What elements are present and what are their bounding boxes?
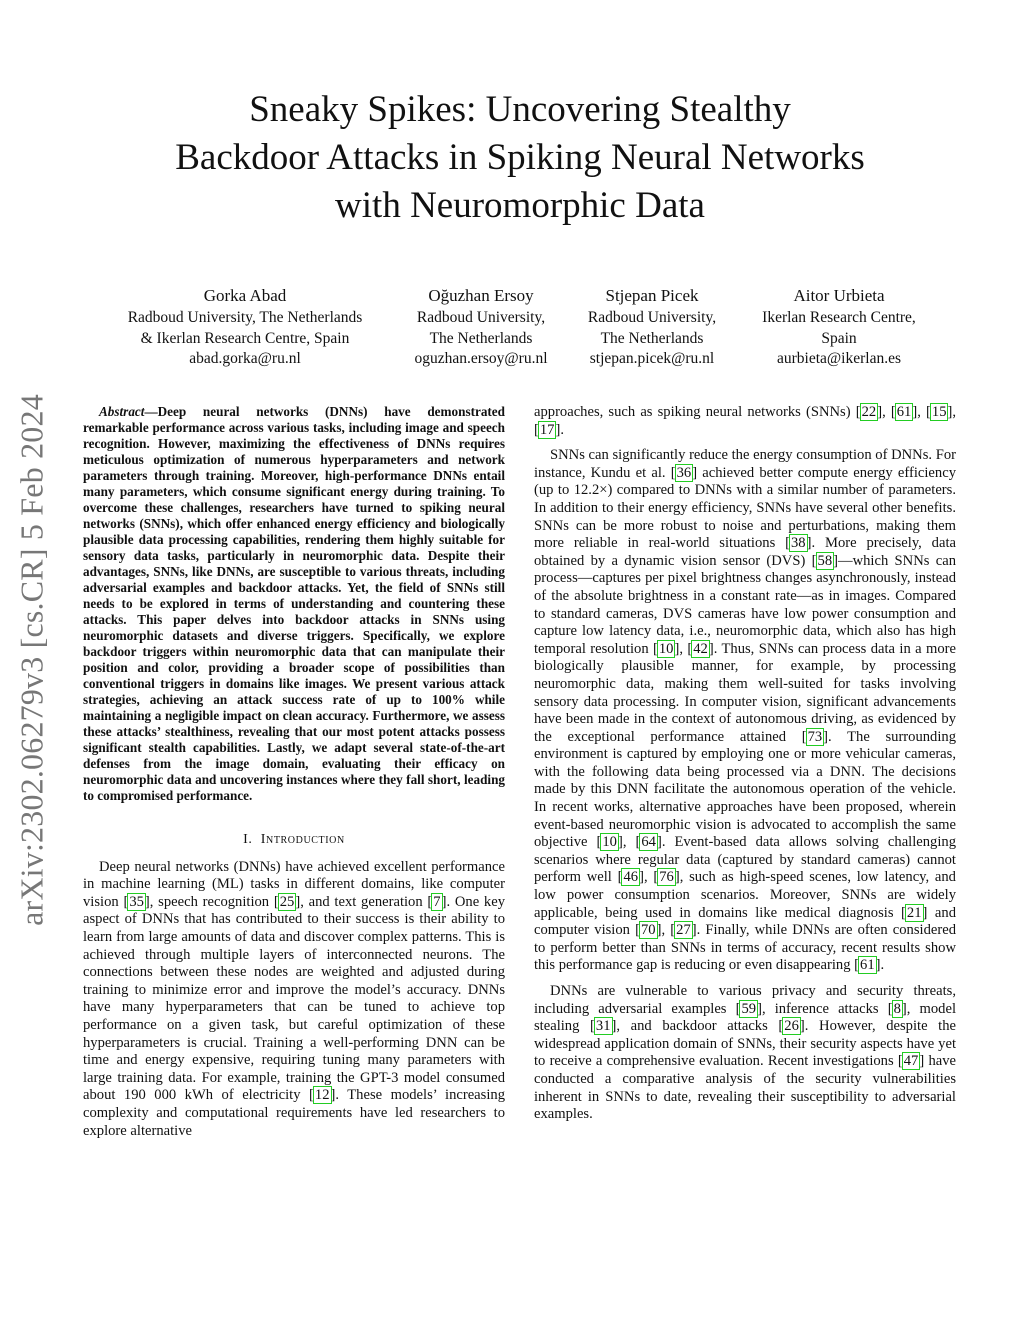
citation-link[interactable]: 46 [623, 869, 639, 886]
author-affiliation-line: Radboud University, [587, 309, 717, 326]
citation-link[interactable]: 70 [640, 922, 656, 939]
author-name: Aitor Urbieta [793, 286, 885, 305]
author-affiliation-line: & Ikerlan Research Centre, Spain [140, 329, 350, 347]
citation-link[interactable]: 73 [807, 728, 823, 745]
citation-link[interactable]: 7 [433, 893, 441, 910]
citation-link[interactable]: 64 [641, 834, 656, 851]
citation-link[interactable]: 10 [658, 640, 674, 657]
abstract-text: —Deep neural networks (DNNs) have demonstrated remarkable performance across various tasks, including image and speech recognition. However, maximizing the effectiveness of DNNs requires meticulous optimization of numerous hyperparameters and network parameters through training. Moreover, high-performance DNNs entail many parameters, which consume significant energy during training. To overcome these challenges, researchers have turned to spiking neural networks (SNNs), which offer enhanced energy efficiency and biologically plausible data processing capabilities, rendering them highly suitable for sensory data tasks, particularly in neuromorphic data. Despite their advantages, SNNs, like DNNs, are susceptible to various threats, including adversarial examples and backdoor attacks. Yet, the field of SNNs still needs to be explored in terms of understanding and countering these attacks. This paper delves into backdoor attacks in SNNs using neuromorphic datasets and diverse triggers. Specifically, we explore backdoor triggers within neuromorphic data that can manipulate their position and color, providing a broader scope of possibilities than conventional triggers in domains like images. We present various attack strategies, achieving an attack success rate of up to 100% while maintaining a negligible impact on clean accuracy. Furthermore, we assess these attacks’ stealthiness, revealing that our most potent attacks possess significant stealth capabilities. Lastly, we adapt several state-of-the-art defenses from the image domain, evaluating their efficacy on neuromorphic data and uncovering instances where they fall short, leading to compromised performance. [83, 404, 505, 803]
citation-link[interactable]: 25 [279, 893, 295, 910]
citation-link[interactable]: 15 [931, 404, 947, 420]
author-email: abad.gorka@ru.nl [189, 350, 301, 367]
author-affiliation-line: Radboud University, The Netherlands [127, 309, 363, 326]
citation-link[interactable]: 61 [860, 957, 875, 974]
body-paragraph: DNNs are vulnerable to various privacy and security threats, including adversarial examples [59], inference attacks [8], model stealing [31], and backdoor attacks [26]. However, despite the widespread application domain of SNNs, their security aspects have yet to receive a comprehensive evaluation. Recent investigations [47] have conducted a comparative analysis of the security vulnerabilities inherent in SNNs to date, revealing their susceptibility to adversarial examples. [534, 983, 957, 1123]
citation-link[interactable]: 17 [539, 421, 555, 438]
author-email: stjepan.picek@ru.nl [589, 350, 715, 367]
body-paragraph: approaches, such as spiking neural networks (SNNs) [22], [61], [15], [17]. [534, 404, 957, 438]
author-urbieta [744, 284, 934, 370]
citation-link[interactable]: 36 [676, 464, 692, 481]
citation-link[interactable]: 38 [791, 535, 806, 552]
citation-link[interactable]: 12 [314, 1087, 330, 1104]
body-paragraph: SNNs can significantly reduce the energy consumption of DNNs. For instance, Kundu et al. [36] achieved better compute energy efficiency (up to 12.2×) compared to DNNs with a similar number of parameters. In addition to their energy efficiency, SNNs have several other benefits. SNNs can be more robust to noise and perturbations, making them more reliable in real-world situations [38]. More precisely, data obtained by a dynamic vision sensor (DVS) [58]—which SNNs can process—captures per pixel brightness changes asynchronously, instead of the absolute brightness in a constant rate—as in images. Compared to standard cameras, DVS cameras have low power consumption and capture low latency data, i.e., neuromorphic data, which also has high temporal resolution [10], [42]. Thus, SNNs can process data in a more biologically plausible manner, for example, by processing neuromorphic data, making them well-suited for tasks involving sensory data processing. In computer vision, significant advancements have been made in the context of autonomous driving, as evidenced by the exceptional performance attained [73]. The surrounding environment is captured by employing one or more vehicular cameras, with the following data being processed via a DNN. The decisions made by this DNN facilitate the autonomous operation of the vehicle. In recent works, alternative approaches have been proposed, wherein event-based neuromorphic vision is advocated to accomplish the same objective [10], [64]. Event-based data allows solving challenging scenarios where regular data (captured by standard cameras) cannot perform well [46], [76], such as high-speed scenes, low latency, and low power consumption scenarios. Moreover, SNNs are widely applicable, being used in domains like medical diagnosis [21] and computer vision [70], [27]. Finally, while DNNs are often considered to perform better than SNNs in terms of accuracy, recent results show this performance gap is reducing or even disappearing [61]. [534, 447, 957, 974]
author-affiliation-line: Spain [821, 329, 857, 347]
paper-title [100, 86, 940, 230]
citation-link[interactable]: 31 [595, 1018, 611, 1035]
author-name: Oğuzhan Ersoy [428, 286, 534, 305]
title-line-2: Backdoor Attacks in Spiking Neural Networks [175, 137, 865, 178]
citation-link[interactable]: 61 [896, 404, 912, 420]
citation-link[interactable]: 47 [903, 1053, 919, 1070]
citation-link[interactable]: 35 [129, 893, 144, 910]
intro-body-left [83, 859, 505, 1141]
author-affiliation-line: The Netherlands [600, 329, 704, 347]
citation-link[interactable]: 21 [906, 904, 922, 921]
citation-link[interactable]: 42 [693, 640, 708, 657]
citation-link[interactable]: 8 [893, 1000, 901, 1017]
citation-link[interactable]: 59 [741, 1000, 757, 1017]
section-heading-introduction [83, 831, 505, 849]
author-email: aurbieta@ikerlan.es [776, 350, 901, 367]
author-picek [572, 284, 732, 370]
section-title: Introduction [260, 832, 345, 847]
citation-link[interactable]: 10 [602, 834, 617, 851]
author-affiliation-line: Ikerlan Research Centre, [762, 309, 916, 326]
author-email: oguzhan.ersoy@ru.nl [414, 350, 548, 367]
title-line-1: Sneaky Spikes: Uncovering Stealthy [249, 89, 791, 130]
right-column [534, 404, 956, 1132]
abstract [83, 404, 505, 804]
left-column [83, 404, 505, 1148]
citation-link[interactable]: 26 [784, 1018, 799, 1035]
author-name: Gorka Abad [203, 286, 287, 305]
author-ersoy [396, 284, 566, 370]
title-line-3: with Neuromorphic Data [335, 185, 705, 226]
citation-link[interactable]: 58 [817, 552, 833, 569]
intro-body-right [534, 404, 956, 1124]
author-affiliation-line: The Netherlands [429, 329, 533, 347]
body-paragraph: Deep neural networks (DNNs) have achieved excellent performance in machine learning (ML) tasks in different domains, like computer vision [35], speech recognition [25], and text generation [7]. One key aspect of DNNs that has contributed to their success is their ability to learn from large amounts of data and discover complex patterns. This is achieved through multiple layers of interconnected neurons. The connections between these nodes are weighted and adjusted during training to minimize error and improve the model’s accuracy. DNNs have many hyperparameters that can be tuned to achieve top performance on a given task, but careful optimization of these hyperparameters is crucial. Training a well-performing DNN can be time and energy expensive, requiring tuning many parameters with large training data. For example, training the GPT-3 model consumed about 190 000 kWh of electricity [12]. These models’ increasing complexity and computational requirements have led researchers to explore alternative [83, 858, 505, 1139]
author-abad [110, 284, 380, 370]
citation-link[interactable]: 22 [861, 404, 877, 420]
author-name: Stjepan Picek [605, 286, 699, 305]
citation-link[interactable]: 76 [659, 869, 674, 886]
citation-link[interactable]: 27 [676, 922, 691, 939]
arxiv-stamp-text: arXiv:2302.06279v3 [cs.CR] 5 Feb 2024 [13, 394, 50, 926]
arxiv-stamp [8, 360, 56, 960]
section-number: I. [243, 832, 253, 847]
abstract-label: Abstract [99, 404, 145, 419]
author-affiliation-line: Radboud University, [416, 309, 546, 326]
